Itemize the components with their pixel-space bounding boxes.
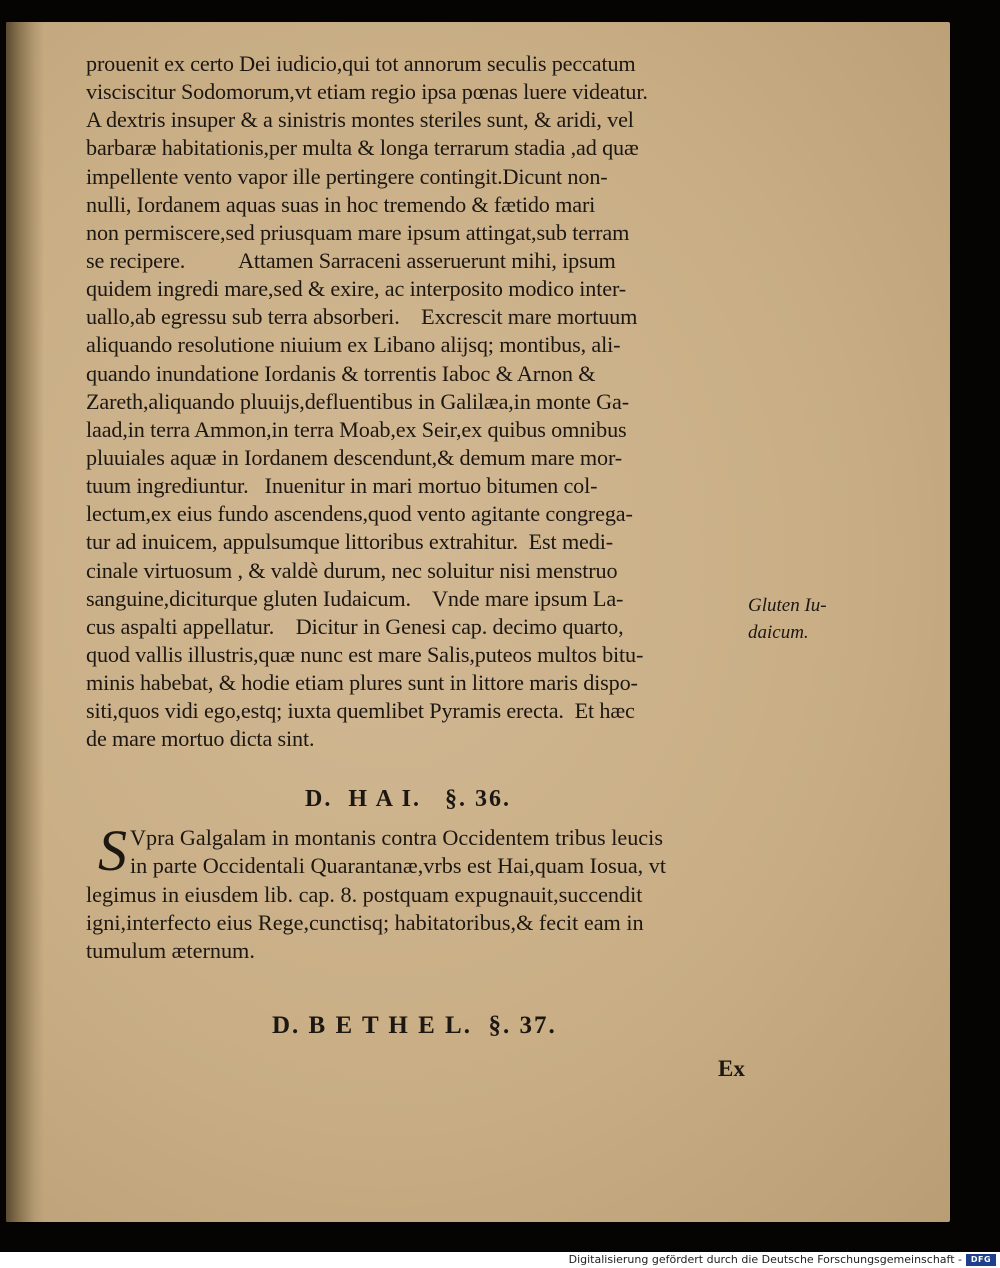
text-line: non permiscere,sed priusquam mare ipsum attingat,sub terram [86, 219, 630, 245]
text-line: lectum,ex eius fundo ascendens,quod vento agitante congrega- [86, 501, 633, 527]
text-line: tuum ingrediuntur. Inuenitur in mari mortuo bitumen col- [86, 473, 598, 499]
text-line: aliquando resolutione niuium ex Libano alijsq; montibus, ali- [86, 332, 621, 358]
text-line: impellente vento vapor ille pertingere contingit.Dicunt non- [86, 163, 608, 189]
section-heading-bethel: D. B E T H E L. §. 37. [272, 1012, 557, 1039]
catchword: Ex [718, 1056, 745, 1081]
text-line: de mare mortuo dicta sint. [86, 726, 315, 752]
marginal-note-line: Gluten Iu- [748, 595, 827, 616]
text-line: se recipere. Attamen Sarraceni asseruerunt mihi, ipsum [86, 247, 616, 273]
text-line: cus aspalti appellatur. Dicitur in Genesi cap. decimo quarto, [86, 613, 624, 639]
text-line: quod vallis illustris,quæ nunc est mare Salis,puteos multos bitu- [86, 641, 644, 667]
text-line: in parte Occidentali Quarantanæ,vrbs est Hai,quam Iosua, vt [130, 853, 667, 879]
hai-paragraph [86, 818, 786, 965]
text-line: igni,interfecto eius Rege,cunctisq; habitatoribus,& fecit eam in [86, 909, 644, 935]
dfg-logo-icon: DFG [966, 1254, 996, 1266]
text-line: cinale virtuosum , & valdè durum, nec soluitur nisi menstruo [86, 557, 618, 583]
text-line: laad,in terra Ammon,in terra Moab,ex Seir,ex quibus omnibus [86, 416, 627, 442]
text-line: quidem ingredi mare,sed & exire, ac interposito modico inter- [86, 276, 626, 302]
marginal-note [748, 592, 827, 646]
page-gutter-shadow [6, 22, 44, 1222]
drop-capital: S [98, 818, 127, 883]
footer-credit: Digitalisierung gefördert durch die Deutsche Forschungsgemeinschaft - [568, 1253, 962, 1266]
text-line: sanguine,diciturque gluten Iudaicum. Vnde mare ipsum La- [86, 585, 624, 611]
text-line: A dextris insuper & a sinistris montes steriles sunt, & aridi, vel [86, 107, 634, 133]
text-line: minis habebat, & hodie etiam plures sunt in littore maris dispo- [86, 670, 638, 696]
text-line: prouenit ex certo Dei iudicio,qui tot annorum seculis peccatum [86, 51, 636, 76]
text-line: siti,quos vidi ego,estq; iuxta quemlibet Pyramis erecta. Et hæc [86, 698, 635, 724]
footer-bar [0, 1252, 1000, 1268]
main-paragraph [86, 50, 786, 754]
text-line: Zareth,aliquando pluuijs,defluentibus in Galilæa,in monte Ga- [86, 388, 629, 414]
text-line: Vpra Galgalam in montanis contra Occidentem tribus leucis [130, 825, 663, 850]
text-line: barbaræ habitationis,per multa & longa terrarum stadia ,ad quæ [86, 135, 639, 161]
section-heading-hai: D. H A I. §. 36. [305, 786, 512, 812]
text-line: pluuiales aquæ in Iordanem descendunt,& demum mare mor- [86, 444, 622, 470]
text-line: uallo,ab egressu sub terra absorberi. Excrescit mare mortuum [86, 304, 638, 330]
text-line: quando inundatione Iordanis & torrentis Iaboc & Arnon & [86, 360, 596, 386]
text-line: legimus in eiusdem lib. cap. 8. postquam expugnauit,succendit [86, 881, 643, 907]
text-line: tumulum æternum. [86, 938, 255, 964]
text-line: nulli, Iordanem aquas suas in hoc tremendo & fætido mari [86, 191, 596, 217]
text-line: visciscitur Sodomorum,vt etiam regio ipsa pœnas luere videatur. [86, 79, 648, 105]
text-line: tur ad inuicem, appulsumque littoribus extrahitur. Est medi- [86, 529, 613, 555]
marginal-note-line: daicum. [748, 622, 809, 643]
